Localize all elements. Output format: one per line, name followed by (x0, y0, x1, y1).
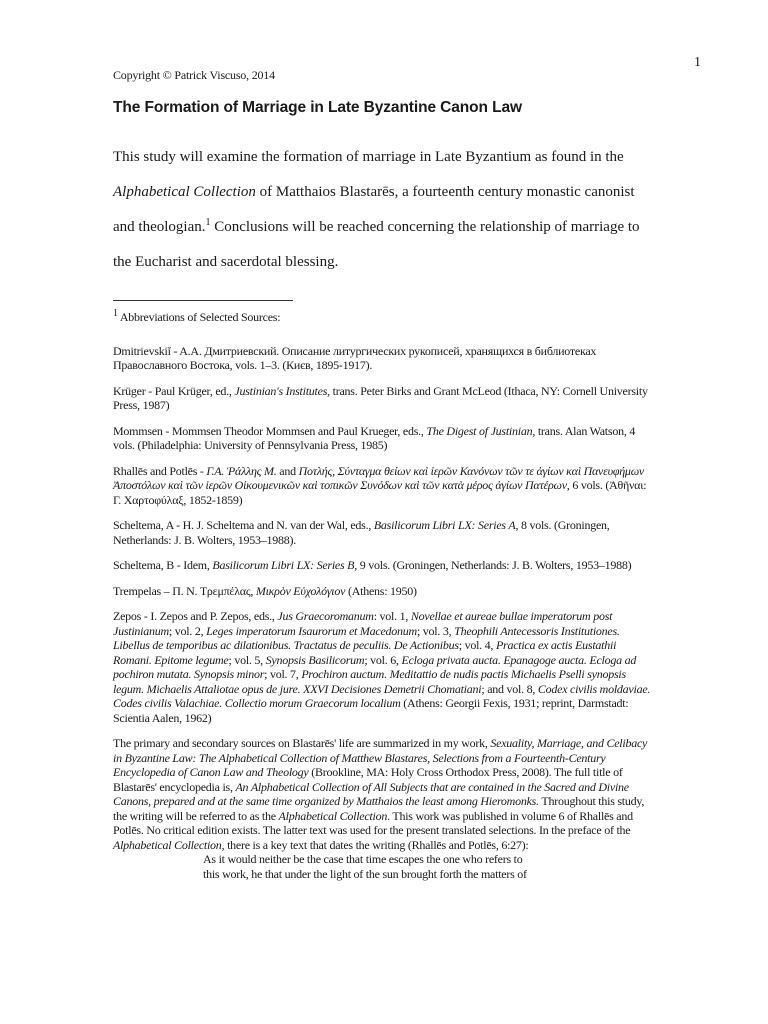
body-line-4: the Eucharist and sacerdotal blessing. (113, 254, 339, 270)
entry-zepos-em7: Ecloga privata aucta. Epanagoge aucta. Ecloga ad pochiron mutata. Synopsis minor (113, 652, 637, 681)
entry-rhalles-mid2: and (276, 463, 299, 478)
para-a: The primary and secondary sources on Blastarēs' life are summarized in my work, (113, 736, 491, 750)
quote-line-1: As it would neither be the case that time escapes the one who refers to (203, 852, 523, 866)
para-b: (Brookline, MA: Holy Cross Orthodox Press, 2008). The full title of Blastarēs' encyclopedia is, (113, 765, 623, 794)
entry-zepos-em5: Practica ex actis Eustathii Romani. Epitome legume (113, 638, 617, 667)
entry-zepos-em4: Theophili Antecessoris Institutiones. Libellus de temporibus ac dilationibus. Tractatus de peculiis. De Actionibus (113, 623, 620, 652)
entry-scheltema-a-b: , 8 vols. (Groningen, Netherlands: J. B. Wolters, 1953–1988). (113, 518, 610, 547)
body-line-3 (113, 210, 673, 245)
para-c: Throughout this study, the writing will be referred to as the (113, 794, 645, 823)
entry-trempelas (113, 584, 653, 599)
entry-zepos-b8: ; and vol. 8, (481, 681, 538, 696)
page-number: 1 (694, 55, 701, 70)
footnote-separator (113, 300, 293, 301)
entry-zepos-b4: ; vol. 4, (458, 638, 496, 652)
entry-scheltema-a-title: Basilicorum Libri LX: Series A (373, 518, 516, 532)
footnote-paragraph (113, 736, 653, 852)
copyright-notice: Copyright © Patrick Viscuso, 2014 (113, 68, 275, 82)
entry-zepos-em9: Codex civilis moldaviae. Codes civilis Valachiae. Collectio morum Graecorum localium (113, 681, 651, 710)
entry-mommsen-b: , trans. Alan Watson, 4 vols. (Philadelphia: University of Pennsylvania Press, 1985) (113, 423, 636, 452)
para-d: . This work was published in volume 6 of Rhallēs and Potlēs. No critical edition exists. The latter text was used for the present translated selections. In the preface of the (113, 808, 633, 837)
entry-scheltema-a-a: Scheltema, A - H. J. Scheltema and N. van der Wal, eds., (113, 518, 374, 532)
para-book-title: Sexuality, Marriage, and Celibacy in Byzantine Law: The Alphabetical Collection of Matthew Blastares, Selections from a Fourteenth-Century Encyclopedia of Canon Law and Theology (113, 736, 648, 779)
entry-rhalles-title: Ποτλής, Σύνταγμα θείων καὶ ἱερῶν Κανόνων τῶν τε ἁγίων καὶ Πανευφήμων Ἀποστόλων καὶ τῶν ἱερῶν Οἰκουμενικῶν καὶ τοπικῶν Συνόδων καὶ τῶν κατὰ μέρος ἁγίων Πατέρων, (113, 463, 645, 492)
block-quote (113, 852, 653, 881)
entry-zepos-em6: Synopsis Basilicorum (265, 652, 365, 667)
para-e: , there is a key text that dates the writing (Rhallēs and Potlēs, 6:27): (221, 837, 529, 852)
body-line-3-text-b: Conclusions will be reached concerning the relationship of marriage to (210, 219, 640, 235)
entry-mommsen-title: The Digest of Justinian (426, 423, 533, 438)
footnote-reference[interactable]: 1 (205, 217, 211, 228)
footnote-marker: 1 (113, 308, 118, 319)
entry-kruger-b: , trans. Peter Birks and Grant McLeod (Ithaca, NY: Cornell University Press, 1987) (113, 383, 648, 412)
entry-zepos-em2: Novellae et aureae bullae imperatorum post Justinianum (113, 609, 613, 638)
entry-zepos-em8: Prochiron auctum. Meditattio de nudis pactis Michaelis Pselli synopsis legum. Michaelis Attaliotae opus de jure. XXVI Decisiones Demetrii Chomatiani (113, 667, 626, 696)
footnote-heading (113, 310, 653, 325)
entry-mommsen (113, 424, 653, 453)
para-em3: Alphabetical Collection (278, 808, 388, 823)
entry-rhalles-a: Rhallēs and Potlēs - (113, 463, 207, 478)
body-line-2 (113, 175, 673, 210)
entry-rhalles (113, 464, 653, 508)
work-title: Alphabetical Collection (113, 184, 256, 200)
para-em4: Alphabetical Collection (113, 837, 222, 852)
body-text (113, 140, 673, 280)
entry-zepos-b9: (Athens: Georgii Fexis, 1931; reprint, Darmstadt: Scientia Aalen, 1962) (113, 696, 629, 725)
entry-rhalles-em1: Γ.Α. Ῥάλλης (206, 463, 262, 478)
entry-scheltema-b-b: , 9 vols. (Groningen, Netherlands: J. B. Wolters, 1953–1988) (354, 558, 632, 572)
entry-zepos-b3: ; vol. 3, (416, 623, 455, 638)
entry-trempelas-b: (Athens: 1950) (345, 583, 417, 598)
entry-zepos-em1: Jus Graecoromanum (277, 609, 374, 623)
entry-zepos (113, 609, 653, 725)
entry-zepos-em3: Leges imperatorum Isaurorum et Macedonum (206, 623, 417, 638)
footnotes (113, 310, 653, 892)
entry-scheltema-b (113, 558, 653, 573)
body-line-3-text-a: and theologian. (113, 219, 206, 235)
entry-scheltema-b-a: Scheltema, B - Idem, (113, 558, 213, 572)
entry-zepos-b5: ; vol. 5, (228, 652, 266, 667)
entry-dmitrievskii: Dmitrievskiĭ - A.A. Дмитриевский. Описание литургических рукописей, хранящихся в библиотеках Православного Востока, vols. 1–3. (Києв, 1895-1917). (113, 343, 597, 372)
entry-kruger (113, 384, 653, 413)
quote-line-2: this work, he that under the light of the sun brought forth the matters of (203, 866, 527, 881)
para-full-title: An Alphabetical Collection of All Subjects that are contained in the Sacred and Divine Canons, prepared and at the same time organized by Matthaios the least among Hieromonks. (113, 779, 629, 808)
footnote-heading-text: Abbreviations of Selected Sources: (117, 310, 281, 324)
entry-zepos-b1: : vol. 1, (373, 609, 411, 623)
entry-rhalles-b: 6 vols. (Ἀθῆναι: Γ. Χαρτοφύλαξ, 1852-1859) (113, 478, 647, 507)
entry-trempelas-title: Μικρὸν Εὐχολόγιον (255, 583, 346, 598)
entry-mommsen-a: Mommsen - Mommsen Theodor Mommsen and Paul Krueger, eds., (113, 423, 427, 438)
entry-zepos-a: Zepos - I. Zepos and P. Zepos, eds., (113, 609, 278, 623)
entry-trempelas-a: Trempelas – Π. Ν. Τρεμπέλας, (113, 583, 256, 598)
entry-kruger-a: Krüger - Paul Krüger, ed., (113, 383, 235, 398)
body-line-2-text: of Matthaios Blastarēs, a fourteenth century monastic canonist (255, 184, 635, 200)
entry-scheltema-a (113, 518, 653, 547)
entry-kruger-title: Justinian's Institutes (234, 383, 328, 398)
entry-rhalles-em2: Μ. (264, 463, 277, 478)
entry-zepos-b7: ; vol. 7, (264, 667, 302, 681)
entry-scheltema-b-title: Basilicorum Libri LX: Series B (212, 558, 355, 572)
body-line-1: This study will examine the formation of marriage in Late Byzantium as found in the (113, 149, 624, 165)
entry-zepos-b6: ; vol. 6, (364, 652, 402, 667)
page-title: The Formation of Marriage in Late Byzantine Canon Law (113, 99, 522, 116)
entry-zepos-b2: ; vol. 2, (168, 623, 207, 638)
